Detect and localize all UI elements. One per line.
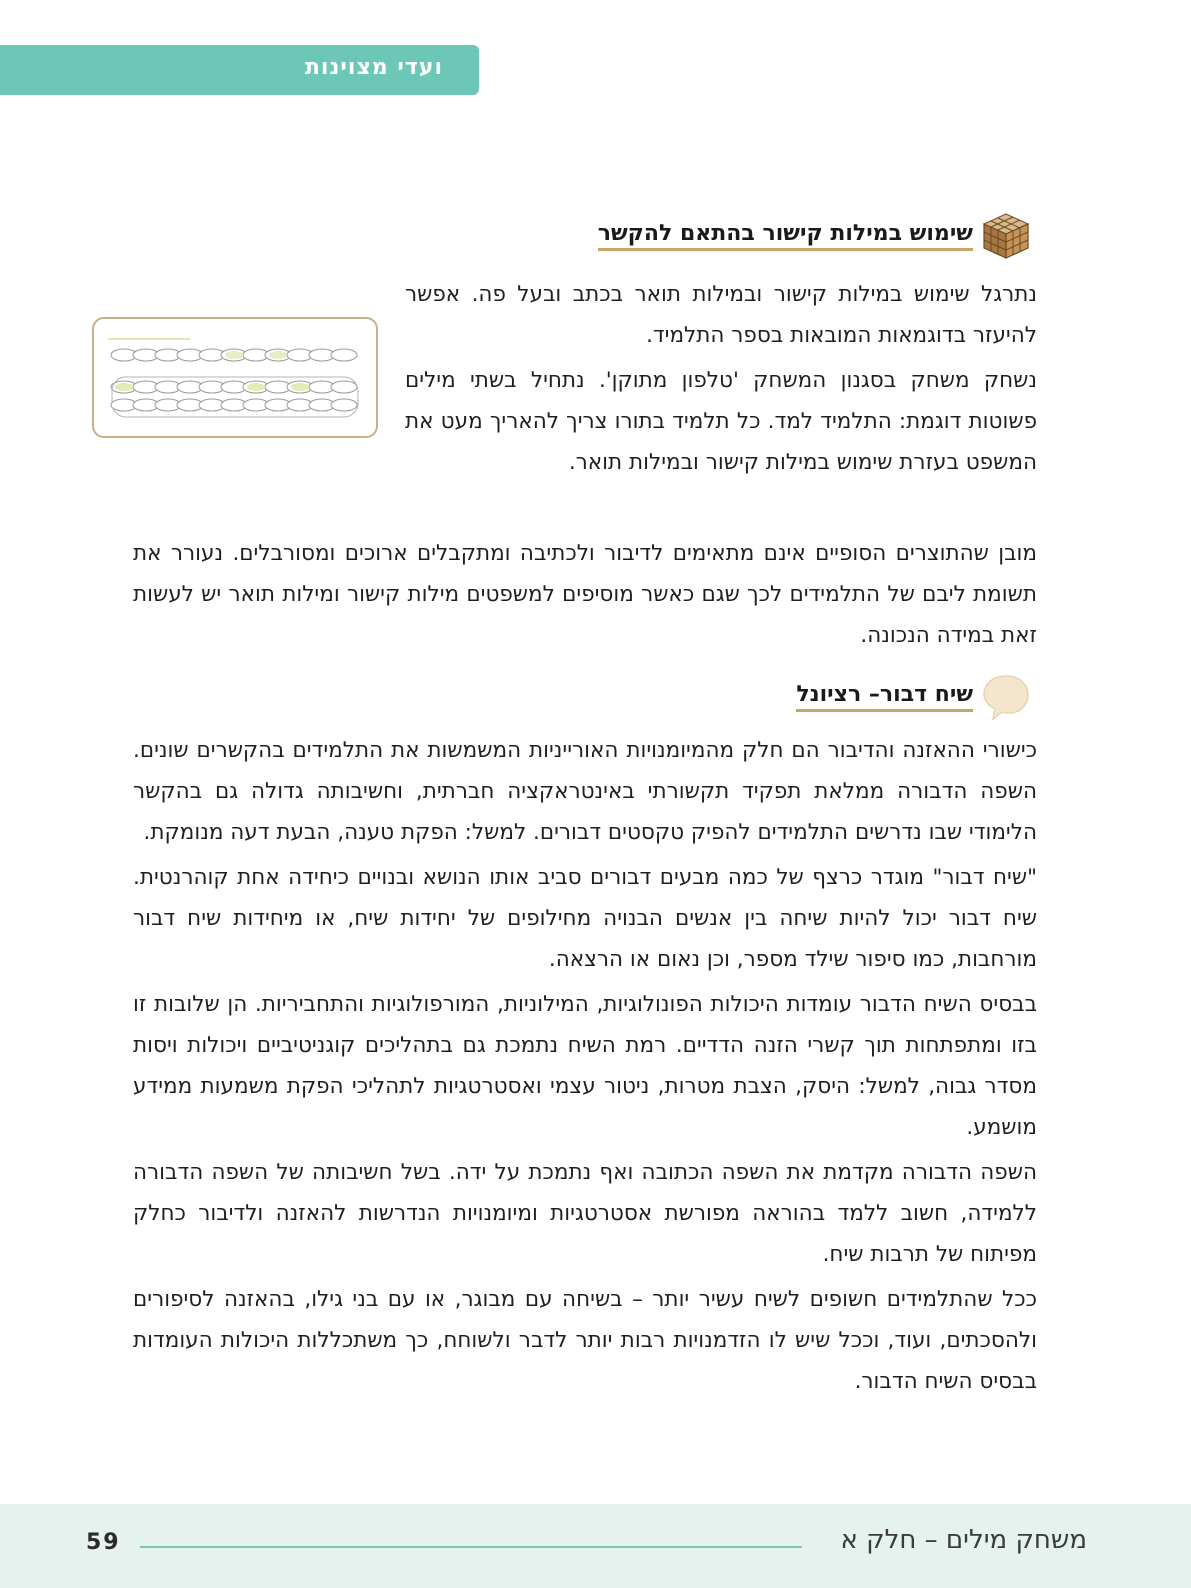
paragraph: נתרגל שימוש במילות קישור ובמילות תואר בכתב ובעל פה. אפשר להיעזר בדוגמאות המובאות בספר התלמיד. <box>405 282 1037 348</box>
section-title: שימוש במילות קישור בהתאם להקשר <box>598 221 973 251</box>
header-tab-label: ועדי מצוינות <box>304 55 443 80</box>
paragraph: כישורי ההאזנה והדיבור הם חלק מהמיומנויות האורייניות המשמשות את התלמידים בהקשרים שונים. השפה הדבורה ממלאת תפקיד תקשורתי באינטראקציה חברתית, וחשיבותה גדולה גם בהקשר הלימודי שבו נדרשים התלמידים להפיק טקסטים דבורים. למשל: הפקת טענה, הבעת דעה מנומקת. <box>133 738 1037 845</box>
paragraph: ככל שהתלמידים חשופים לשיח עשיר יותר – בשיחה עם מבוגר, או עם בני גילו, בהאזנה לסיפורים ולהסכתים, ועוד, וככל שיש לו הזדמנויות רבות יותר לדבר ולשוחח, כך משתכללות היכולות העומדות בבסיס השיח הדבור. <box>133 1287 1037 1394</box>
section-heading-spoken-discourse <box>796 672 1031 722</box>
section-heading-connectives <box>598 212 1031 260</box>
chain-example-thumbnail <box>92 317 378 438</box>
paragraph: בבסיס השיח הדבור עומדות היכולות הפונולוגיות, המילוניות, המורפולוגיות והתחביריות. הן שלובות זו בזו ומתפתחות תוך קשרי הזנה הדדיים. רמת השיח נתמכת גם בתהליכים קוגניטיביים ויכולות ויסות מסדר גבוה, למשל: היסק, הצבת מטרות, ניטור עצמי ואסטרטגיות לתהליכי הפקת משמעות ממידע מושמע. <box>133 992 1037 1140</box>
header-tab <box>0 45 479 95</box>
page-number: 59 <box>86 1530 121 1555</box>
footer-divider <box>140 1546 802 1548</box>
speech-bubble-icon <box>981 672 1031 722</box>
paragraph: "שיח דבור" מוגדר כרצף של כמה מבעים דבורים סביב אותו הנושא ובנויים כיחידה אחת קוהרנטית. שיח דבור יכול להיות שיחה בין אנשים הבנויה מחילופים של יחידות שיח, או מיחידות שיח דבור מורחבות, כמו סיפור שילד מספר, וכן נאום או הרצאה. <box>133 865 1037 972</box>
section1-closing <box>133 533 1037 656</box>
section-title: שיח דבור– רציונל <box>796 682 973 712</box>
page-footer <box>0 1504 1191 1588</box>
paragraph: השפה הדבורה מקדמת את השפה הכתובה ואף נתמכת על ידה. בשל חשיבותה של השפה הדבורה ללמידה, חשוב ללמד בהוראה מפורשת אסטרטגיות ומיומנויות הנדרשות להאזנה ולדיבור כחלק מפיתוח של תרבות שיח. <box>133 1160 1037 1267</box>
section1-body <box>405 274 1037 483</box>
cube-puzzle-icon <box>981 212 1031 260</box>
paragraph: מובן שהתוצרים הסופיים אינם מתאימים לדיבור ולכתיבה ומתקבלים ארוכים ומסורבלים. נעורר את תשומת ליבם של התלמידים לכך שגם כאשר מוסיפים למשפטים מילות קישור ומילות תואר יש לעשות זאת במידה הנכונה. <box>133 541 1037 648</box>
book-title: משחק מילים – חלק א <box>840 1525 1087 1555</box>
paragraph: נשחק משחק בסגנון המשחק 'טלפון מתוקן'. נתחיל בשתי מילים פשוטות דוגמת: התלמיד למד. כל תלמיד בתורו צריך להאריך מעט את המשפט בעזרת שימוש במילות קישור ובמילות תואר. <box>405 368 1037 475</box>
section2-body <box>133 730 1037 1402</box>
